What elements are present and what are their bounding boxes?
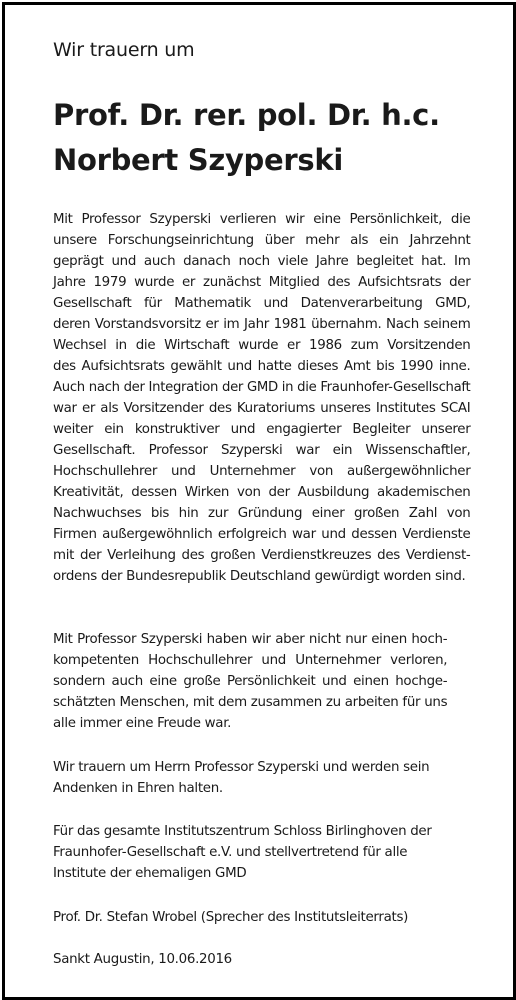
text-line: Andenken in Ehren halten. (53, 781, 223, 796)
text-line: ordens der Bundesrepublik Deutschland gewürdigt worden sind. (53, 569, 466, 584)
text-line: Firmen außergewöhnlich erfolgreich war und dessen Verdienste (53, 527, 471, 542)
text-line: mit der Verleihung des großen Verdienstkreuzes des Verdienst- (53, 548, 471, 563)
text-line: Für das gesamte Institutszentrum Schloss Birlinghoven der (53, 824, 432, 839)
place-date (53, 949, 232, 970)
text-line: sondern auch eine große Persönlichkeit und einen hochge- (53, 674, 448, 689)
signature (53, 907, 408, 928)
paragraph-mourning (53, 757, 429, 799)
text-line: Nachwuchses bis hin zur Gründung einer großen Zahl von (53, 506, 471, 521)
name-line: Prof. Dr. rer. pol. Dr. h.c. (53, 98, 440, 132)
text-line: Mit Professor Szyperski verlieren wir eine Persönlichkeit, die (53, 212, 471, 227)
text-line: Mit Professor Szyperski haben wir aber nicht nur einen hoch- (53, 632, 448, 647)
text-line: Fraunhofer-Gesellschaft e.V. und stellvertretend für alle (53, 845, 408, 860)
text-line: Kreativität, dessen Wirken von der Ausbildung akademischen (53, 485, 471, 500)
text-line: Auch nach der Integration der GMD in die Fraunhofer-Gesellschaft (53, 380, 471, 395)
text-line: Gesellschaft. Professor Szyperski war ein Wissenschaftler, (53, 443, 471, 458)
text-line: Jahre 1979 wurde er zunächst Mitglied des Aufsichtsrats der (53, 275, 471, 290)
place-date-text: Sankt Augustin, 10.06.2016 (53, 952, 232, 967)
text-line: alle immer eine Freude war. (53, 716, 232, 731)
text-line: Gesellschaft für Mathematik und Datenverarbeitung GMD, (53, 296, 471, 311)
text-line: unsere Forschungseinrichtung über mehr als ein Jahrzehnt (53, 233, 471, 248)
paragraph-on-behalf (53, 821, 432, 884)
text-line: geprägt und auch danach noch viele Jahre begleitet hat. Im (53, 254, 471, 269)
text-line: Hochschullehrer und Unternehmer von außergewöhnlicher (53, 464, 471, 479)
name-line: Norbert Szyperski (53, 143, 343, 177)
obituary-notice (2, 2, 516, 1000)
text-line: Wechsel in die Wirtschaft wurde er 1986 zum Vorsitzenden (53, 338, 471, 353)
text-line: war er als Vorsitzender des Kuratoriums unseres Institutes SCAI (53, 401, 471, 416)
text-line: weiter ein konstruktiver und engagierter Begleiter unserer (53, 422, 471, 437)
mourning-intro: Wir trauern um (53, 39, 195, 61)
paragraph-personality (53, 629, 447, 734)
deceased-name (53, 93, 440, 183)
text-line: kompetenten Hochschullehrer und Unternehmer verloren, (53, 653, 448, 668)
text-line: Wir trauern um Herrn Professor Szyperski und werden sein (53, 760, 430, 775)
paragraph-tribute (53, 209, 470, 587)
text-line: deren Vorstandsvorsitz er im Jahr 1981 übernahm. Nach seinem (53, 317, 471, 332)
text-line: des Aufsichtsrats gewählt und hatte dieses Amt bis 1990 inne. (53, 359, 471, 374)
text-line: Institute der ehemaligen GMD (53, 866, 247, 881)
signature-text: Prof. Dr. Stefan Wrobel (Sprecher des Institutsleiterrats) (53, 910, 409, 925)
text-line: schätzten Menschen, mit dem zusammen zu arbeiten für uns (53, 695, 448, 710)
